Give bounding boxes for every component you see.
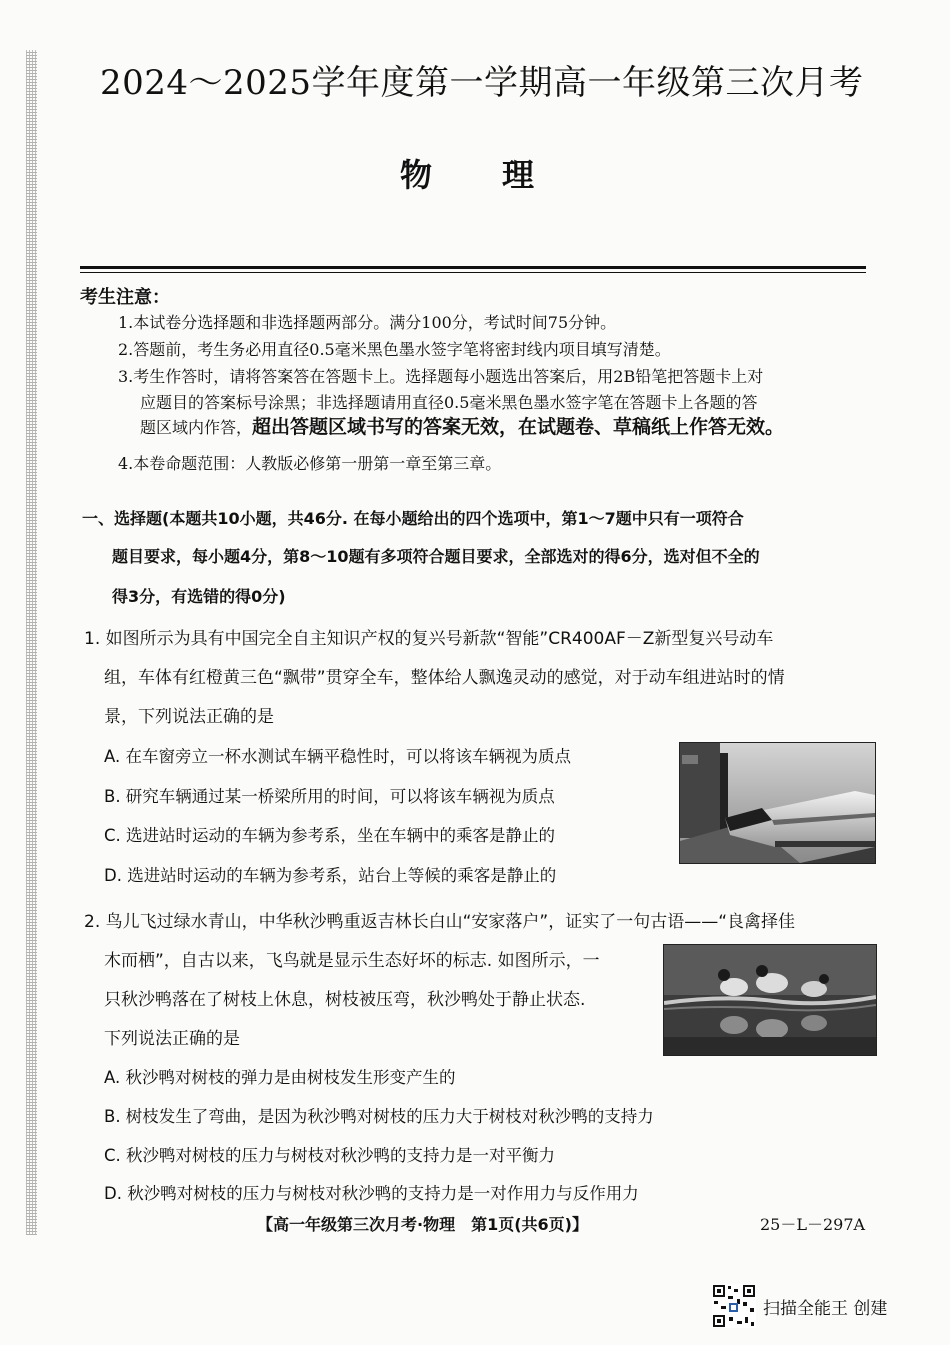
notice-item-4: 4.本卷命题范围：人教版必修第一册第一章至第三章。 [118,454,502,473]
q1-option-d: D. 选进站时运动的车辆为参考系，站台上等候的乘客是静止的 [104,866,557,885]
divider-thick [80,266,866,269]
q1-option-a: A. 在车窗旁立一杯水测试车辆平稳性时，可以将该车辆视为质点 [104,747,571,766]
q2-option-c: C. 秋沙鸭对树枝的压力与树枝对秋沙鸭的支持力是一对平衡力 [104,1146,556,1165]
q1-stem-line-2: 组，车体有红橙黄三色“飘带”贯穿全车，整体给人飘逸灵动的感觉，对于动车组进站时的情 [104,668,785,688]
notice-item-2: 2.答题前，考生务必用直径0.5毫米黑色墨水签字笔将密封线内项目填写清楚。 [118,340,671,359]
notice-item-3-line-2: 应题目的答案标号涂黑；非选择题请用直径0.5毫米黑色墨水签字笔在答题卡上各题的答 [140,393,758,412]
notice-heading: 考生注意： [80,287,170,308]
q2-stem-line-3: 只秋沙鸭落在了树枝上休息，树枝被压弯，秋沙鸭处于静止状态. [104,990,586,1010]
bullet-train-photo [679,742,876,864]
page-footer: 【高一年级第三次月考·物理 第1页(共6页)】 [257,1215,588,1234]
q1-option-c: C. 选进站时运动的车辆为参考系，坐在车辆中的乘客是静止的 [104,826,556,845]
q2-option-a: A. 秋沙鸭对树枝的弹力是由树枝发生形变产生的 [104,1068,456,1087]
q1-stem-line-3: 景，下列说法正确的是 [104,707,274,727]
notice-item-3-emphasis: 超出答题区域书写的答案无效，在试题卷、草稿纸上作答无效。 [252,416,785,438]
q2-stem-line-1: 2. 鸟儿飞过绿水青山，中华秋沙鸭重返吉林长白山“安家落户”，证实了一句古语——“良禽择佳 [84,912,796,932]
binding-margin [26,50,37,1235]
section-1-line-1: 一、选择题(本题共10小题，共46分. 在每小题给出的四个选项中，第1～7题中只有一项符合 [82,509,744,528]
qr-code-icon [712,1284,756,1328]
q2-stem-line-4: 下列说法正确的是 [104,1029,240,1049]
notice-item-3-prefix: 题区域内作答， [140,418,253,437]
section-1-line-2: 题目要求，每小题4分，第8～10题有多项符合题目要求，全部选对的得6分，选对但不全的 [112,547,760,566]
scanner-watermark: 扫描全能王 创建 [763,1299,888,1319]
notice-item-3-line-1: 3.考生作答时，请将答案答在答题卡上。选择题每小题选出答案后，用2B铅笔把答题卡上对 [118,367,764,386]
exam-code: 25－L－297A [760,1215,866,1234]
q1-option-b: B. 研究车辆通过某一桥梁所用的时间，可以将该车辆视为质点 [104,787,555,806]
subject-title: 物理 [400,156,605,194]
q2-option-b: B. 树枝发生了弯曲，是因为秋沙鸭对树枝的压力大于树枝对秋沙鸭的支持力 [104,1107,654,1126]
q1-stem-line-1: 1. 如图所示为具有中国完全自主知识产权的复兴号新款“智能”CR400AF－Z新型复兴号动车 [84,629,774,649]
q2-option-d: D. 秋沙鸭对树枝的压力与树枝对秋沙鸭的支持力是一对作用力与反作用力 [104,1184,639,1203]
section-1-line-3: 得3分，有选错的得0分) [112,587,286,606]
notice-item-3-line-3 [140,412,784,439]
duck-on-branch-photo [663,944,877,1056]
notice-item-1: 1.本试卷分选择题和非选择题两部分。满分100分，考试时间75分钟。 [118,313,617,332]
exam-title: 2024～2025学年度第一学期高一年级第三次月考 [100,63,864,103]
q2-stem-line-2: 木而栖”，自古以来，飞鸟就是显示生态好坏的标志. 如图所示，一 [104,951,600,971]
divider-thin [80,272,866,273]
